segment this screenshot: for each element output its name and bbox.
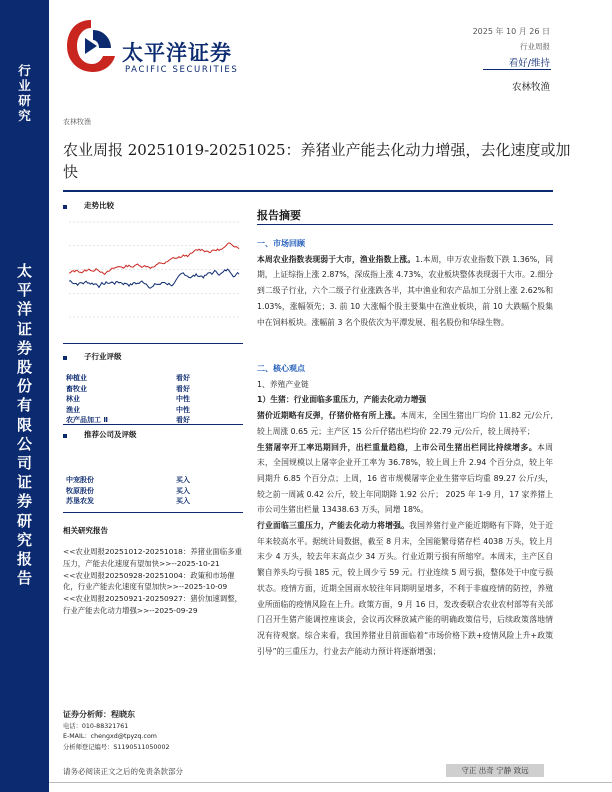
paragraph-lead: 行业面临三重压力，产能去化动力将增强。 [257,521,410,531]
rating-name: 渔业 [66,405,80,414]
footer-disclaimer: 请务必阅读正文之后的免责条款部分 [63,767,183,776]
stock-rating: 买入 [176,476,190,484]
paragraph [257,440,553,519]
rating-value: 中性 [176,405,190,414]
sidebar-char: 有 [16,396,32,415]
sidebar-char: 证 [16,319,32,338]
analyst-phone: 电话：010-88321761 [63,722,129,730]
logo-text-cn: 太平洋证券 [122,41,232,65]
section-divider [63,512,243,513]
bullet-icon [63,356,67,360]
analyst-name: 程晓东 [111,710,135,719]
rating-row [66,373,190,384]
rating-name: 林业 [66,395,80,404]
paragraph-body: 本周末，全国生猪出厂均价 11.82 元/公斤,较上周涨 0.65 元；主产区 15 公斤仔猪出栏均价 22.79 元/公斤，较上周持平； [257,411,553,436]
rating-value: 看好 [176,374,190,382]
analyst-block [63,710,245,753]
header-divider [483,69,551,70]
related-item[interactable]: <<农业周报20250928-20251004：政策和市场催化，行业产能去化速度有望加快>>--2025-10-09 [63,570,235,592]
rating-value: 中性 [176,395,190,404]
rating-name: 农产品加工 Ⅱ [66,416,109,425]
footer-divider [49,782,612,783]
pig-heading-text: 1）生猪：行业面临多重压力，产能去化动力增强 [257,395,427,405]
section-heading: 一、市场回顾 [257,239,305,248]
paragraph-body: 我国养猪行业产能近期略有下降，处于近年来较高水平。据统计局数据，截至 8 月末，全国能繁母猪存栏 4038 万头，较上月末少 4 万头，较去年末高点少 34 万头。行业近期亏损有所缩窄。本周末，主产区自繁自养头均亏损 185 元，较上周少亏 59 元。行业连续 5 周亏损，整体处于中度亏损状态。疫情方面，近期全国雨水较往年同期明显增多，不利于非瘟疫情的防控，养殖业所面临的疫情风险在上升。政策方面，9 月 16 日，发改委联合农业农村部等有关部门召开生猪产能调控座谈会，会议再次释放减产能的明确政策信号，后续政策落地情况有待观察。综合来看，我国养猪业目前面临着“市场价格下跌+疫情风险上升+政策引导”的三重压力，行业去产能动力预计将逐渐增强； [257,521,554,656]
sector-tag: 农林牧渔 [63,118,91,126]
rating-name: 畜牧业 [66,384,87,393]
bullet-icon [63,205,67,209]
footer-motto: 守正 出奇 宁静 致远 [446,764,544,777]
market-review [257,236,553,330]
sidebar-char: 行 [18,63,31,78]
rating-row [66,486,190,497]
chart-axes [69,222,239,317]
sub-heading: 1、养殖产业链 [257,379,309,389]
related-list [63,546,245,617]
sidebar-char: 券 [16,492,32,511]
stock-name: 苏垦农发 [66,497,94,506]
analyst-license: 分析师登记编号：S1190511050002 [63,743,170,751]
section-heading: 二、核心观点 [257,364,305,373]
sidebar-char: 证 [16,473,32,492]
page-title: 农业周报 20251019-20251025：养猪业产能去化动力增强，去化速度或加快 [63,141,571,181]
rating-value: 看好 [176,416,190,425]
bullet-icon [63,434,67,438]
section-divider [63,343,243,344]
sidebar-char: 券 [16,338,32,357]
sidebar-company [0,262,49,592]
stock-rating: 买入 [176,497,190,506]
report-type: 行业周报 [520,42,550,51]
sub-rating-list [66,373,190,426]
sidebar-char: 报 [16,550,32,569]
sidebar-category [0,63,49,149]
related-item[interactable]: <<农业周报20251012-20251018：养猪业面临多重压力，产能去化速度有望加快>>--2025-10-21 [63,547,242,568]
header-sector: 农林牧渔 [511,82,550,93]
sub-rating-heading: 子行业评级 [84,352,122,361]
rating-name: 种植业 [66,374,87,382]
stock-rating-heading: 推荐公司及评级 [84,430,137,439]
rating-row [66,394,190,405]
paragraph [257,518,553,659]
sidebar-char: 告 [16,569,32,588]
summary-heading: 报告摘要 [257,209,301,222]
rating-row [66,405,190,416]
core-views [257,361,553,659]
series-line-agri [69,269,239,288]
rating-row [66,384,190,395]
industry-rating: 看好/维持 [508,58,550,69]
sidebar-char: 份 [16,377,32,396]
sidebar-char: 公 [16,434,32,453]
stock-rating: 买入 [176,486,190,495]
trend-chart [63,214,243,342]
related-item[interactable]: <<农业周报20250921-20250927：猪价加速调整，行业产能去化动力增强>>--2025-09-29 [63,594,242,615]
related-heading: 相关研究报告 [63,526,108,535]
stock-rating-list [66,475,190,507]
sidebar-char: 股 [16,358,32,377]
sidebar-char: 研 [18,93,31,108]
paragraph-body: 1.本周，申万农业指数下跌 1.36%，同期，上证综指上涨 2.87%，深成指上涨 4.73%，农业板块整体表现弱于大市。2.细分到二级子行业，六个二级子行业涨跌各半，其中渔业和农产品加工分别上涨 2.62%和 1.03%，涨幅领先；3. 前 10 大涨幅个股主要集中在渔业板块，前 10 大跌幅个股集中在饲料板块。涨幅前 3 名个股依次为平潭发展、租名股份和华绿生物。 [257,254,553,327]
pig-heading [257,392,553,408]
paragraph-lead: 本周农业指数表现弱于大市，渔业指数上涨。 [257,254,416,264]
sidebar-char: 究 [18,108,31,123]
sidebar-char: 业 [18,78,31,93]
title-divider [63,190,553,192]
trend-heading: 走势比较 [84,201,114,210]
paragraph-body: 本周末，全国规模以上屠宰企业开工率为 36.78%，较上周上升 2.94 个百分点，较上年同期升 6.85 个百分点；上周，16 省市规模屠宰企业生猪宰后均重 89.27 公斤/头，较之前一周减 0.42 公斤，较上年同期降 1.92 公斤； 2025 年 1-9 月，17 家养猪上市公司生猪出栏量 13438.63 万头，同增 18%。 [257,442,553,515]
logo-text-en: PACIFIC SECURITIES [125,65,239,75]
summary-divider [257,224,553,225]
analyst-email[interactable]: E-MAIL：chengxd@tpyzq.com [63,733,157,740]
sidebar-char: 限 [16,415,32,434]
rating-row [66,496,190,507]
rating-row [66,475,190,486]
paragraph-lead: 生猪屠宰开工率迅期回升，出栏重量趋稳，上市公司生猪出栏同比持续增多。 [257,442,537,452]
sidebar-char: 平 [16,281,32,300]
analyst-line [63,710,245,722]
stock-name: 牧原股份 [66,486,94,495]
sidebar-char: 研 [16,511,32,530]
rating-value: 看好 [176,384,190,393]
paragraph-lead: 猪价近期略有反弹，仔猪价格有所上涨。 [257,411,401,421]
stock-name: 中宠股份 [66,476,94,484]
report-date: 2025 年 10 月 26 日 [472,27,550,36]
sidebar-char: 司 [16,454,32,473]
paragraph [257,408,553,439]
pacific-logo-icon [63,16,119,76]
paragraph [257,252,553,331]
sidebar-char: 洋 [16,300,32,319]
analyst-label: 证券分析师： [63,710,111,719]
sidebar-char: 究 [16,530,32,549]
section-divider [63,424,243,425]
sidebar-char: 太 [16,262,32,280]
